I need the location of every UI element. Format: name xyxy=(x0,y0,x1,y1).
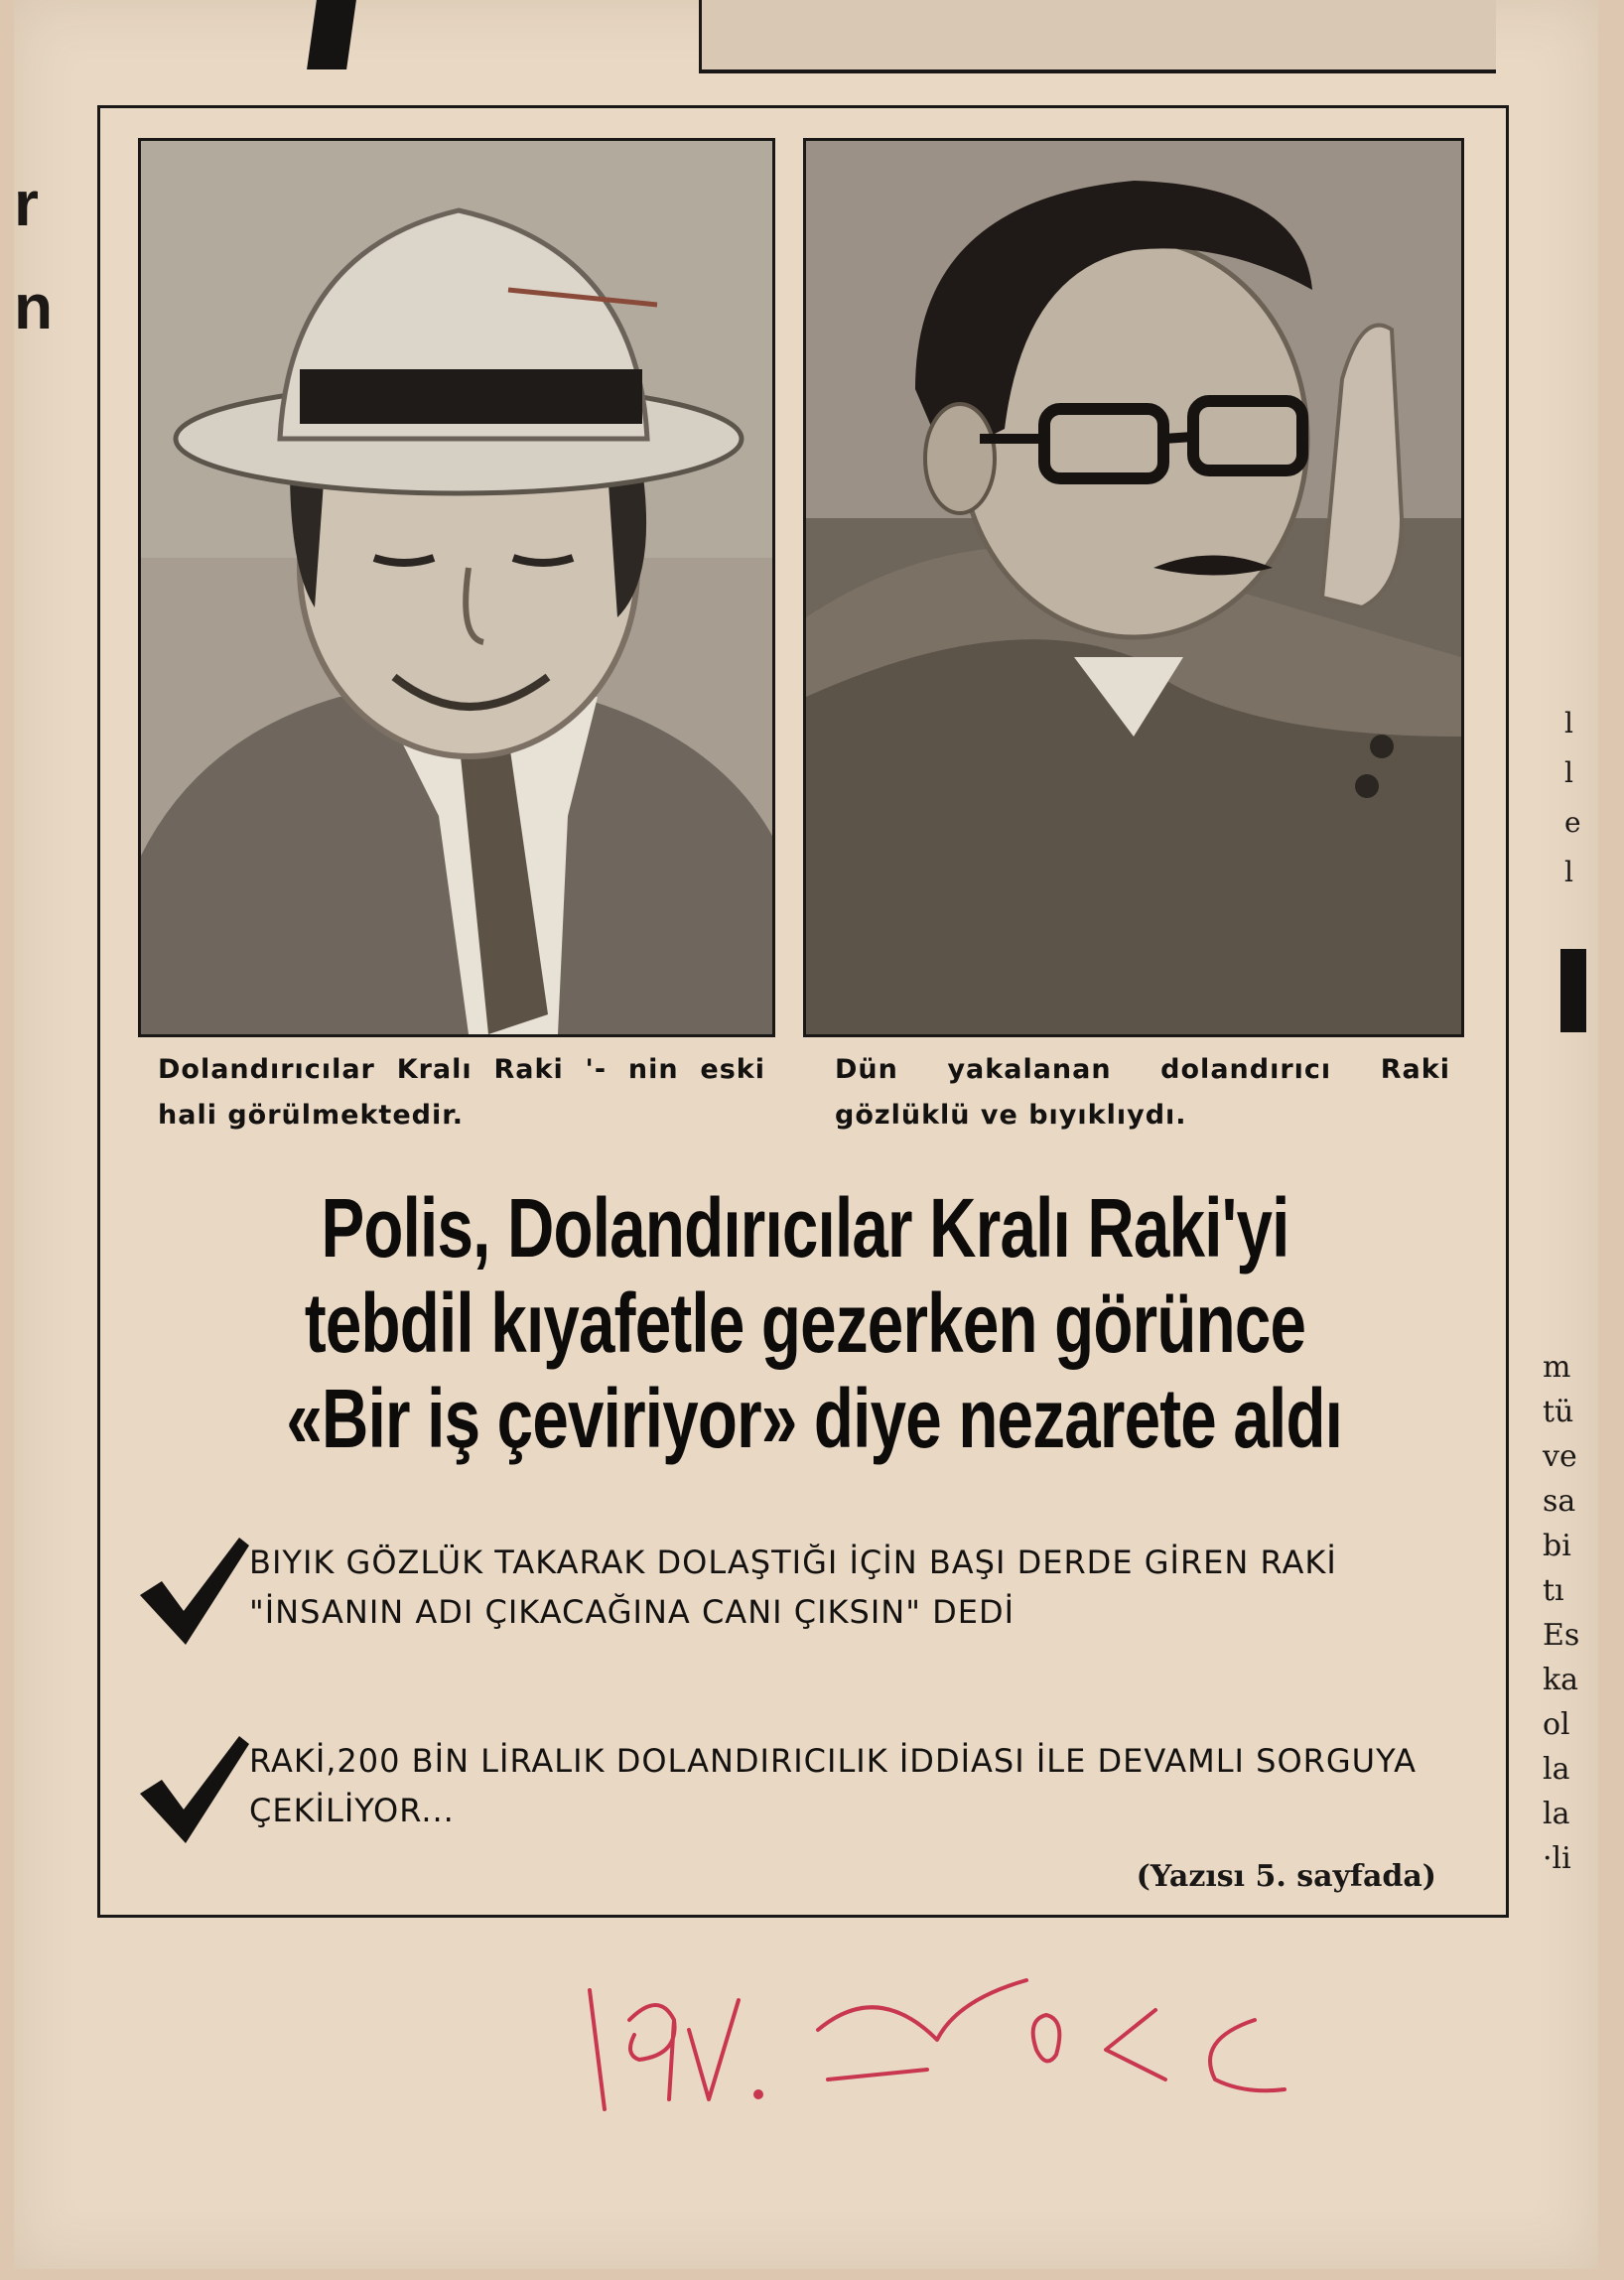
headline xyxy=(286,1180,1343,1466)
edge-fragment-right-4: l xyxy=(1564,856,1573,888)
photo-man-in-hat-illustration xyxy=(141,141,772,1034)
edge-fragment-right-15: la xyxy=(1543,1797,1570,1831)
photo-right-caption: Dün yakalanan dolandırıcı Raki gözlüklü ve bıyıklıydı. xyxy=(835,1054,1450,1131)
continuation-note: (Yazısı 5. sayfada) xyxy=(1136,1859,1436,1894)
edge-fragment-right-2: l xyxy=(1564,756,1573,789)
headline-line-2: tebdil kıyafetle gezerken görünce xyxy=(304,1276,1306,1370)
edge-fragment-right-9: bi xyxy=(1543,1529,1571,1563)
newspaper-clipping xyxy=(14,0,1598,2269)
edge-fragment-right-6: tü xyxy=(1543,1395,1574,1429)
edge-fragment-left-1: r xyxy=(14,168,39,239)
edge-fragment-right-8: sa xyxy=(1543,1484,1576,1519)
edge-fragment-right-16: ·li xyxy=(1543,1841,1571,1876)
photo-man-with-glasses-illustration xyxy=(806,141,1461,1034)
edge-fragment-right-12: ka xyxy=(1543,1663,1579,1697)
handwritten-date xyxy=(570,1960,1324,2159)
bullet-2-text: RAKİ,200 BİN LİRALIK DOLANDIRICILIK İDDİASI İLE DEVAMLI SORGUYA ÇEKİLİYOR... xyxy=(249,1742,1418,1829)
edge-fragment-right-1: l xyxy=(1564,707,1573,739)
edge-fragment-left-2: n xyxy=(14,271,54,342)
edge-fragment-right-3: e xyxy=(1564,806,1581,839)
bullet-1 xyxy=(140,1538,1470,1696)
edge-fragment-right-10: tı xyxy=(1543,1573,1564,1608)
edge-fragment-right-14: la xyxy=(1543,1752,1570,1787)
bullet-2 xyxy=(140,1736,1470,1845)
bullet-1-text: BIYIK GÖZLÜK TAKARAK DOLAŞTIĞI İÇİN BAŞI DERDE GİREN RAKİ "İNSANIN ADI ÇIKACAĞINA CANI ÇIKSIN" DEDİ xyxy=(249,1543,1337,1631)
edge-fragment-right-13: ol xyxy=(1543,1707,1570,1742)
edge-fragment-right-11: Es xyxy=(1543,1618,1580,1653)
photo-left-caption: Dolandırıcılar Kralı Raki '- nin eski hali görülmektedir. xyxy=(158,1054,765,1131)
top-fragment-glyph xyxy=(307,0,356,69)
photo-man-in-hat xyxy=(138,138,775,1037)
edge-fragment-right-7: ve xyxy=(1543,1439,1577,1474)
top-fragment-rule xyxy=(699,0,1496,73)
photo-man-with-glasses xyxy=(803,138,1464,1037)
checkmark-icon xyxy=(140,1538,249,1647)
edge-fragment-right-5: m xyxy=(1543,1350,1571,1385)
headline-line-3: «Bir iş çeviriyor» diye nezarete aldı xyxy=(286,1372,1343,1465)
headline-line-1: Polis, Dolandırıcılar Kralı Raki'yi xyxy=(321,1181,1289,1274)
article-frame xyxy=(97,105,1509,1918)
checkmark-icon xyxy=(140,1736,249,1845)
edge-fragment-right-bar xyxy=(1560,949,1586,1032)
